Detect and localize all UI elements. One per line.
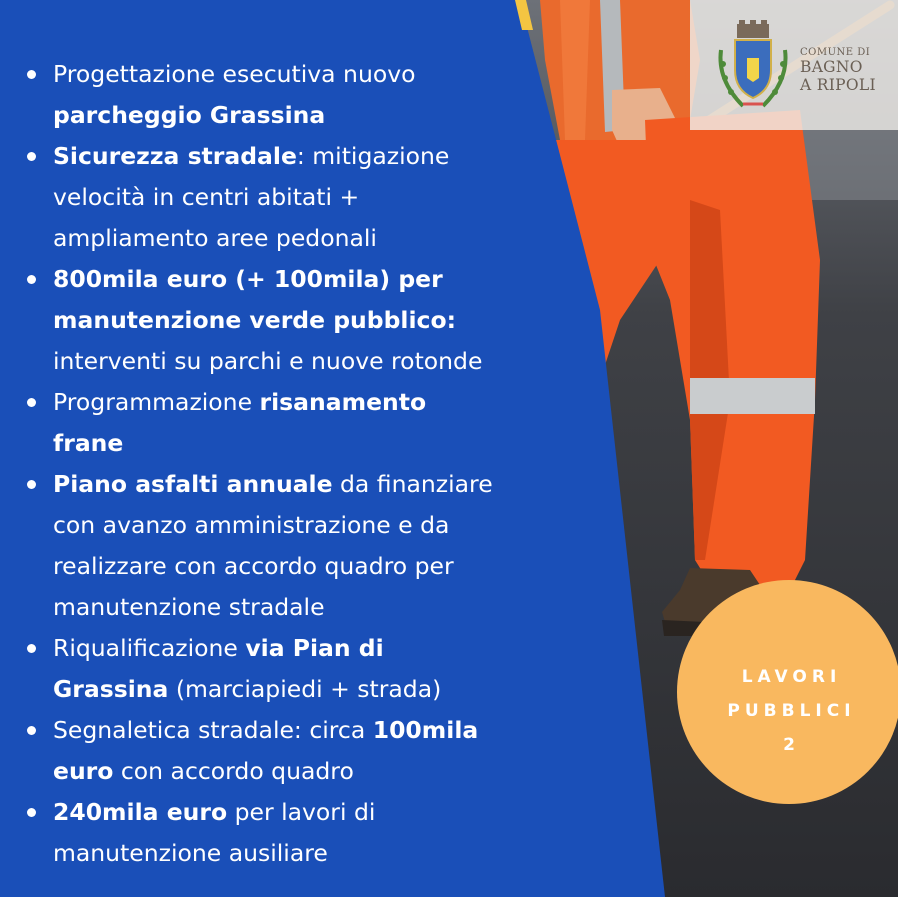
bullet-bold-text: 240mila euro: [53, 798, 228, 826]
bullet-text: manutenzione ausiliare: [53, 839, 328, 867]
logo-small-text: COMUNE DI: [800, 47, 871, 58]
bullet-bold-text: 100mila: [372, 716, 479, 744]
bullet-list: [24, 54, 564, 874]
badge-line-2: PUBBLICI: [727, 701, 856, 721]
bullet-bold-text: Sicurezza stradale: [53, 142, 297, 170]
bullet-item: [24, 464, 564, 628]
badge-line-3: 2: [783, 735, 800, 755]
bullet-text: (marciapiedi + strada): [168, 675, 442, 703]
bullet-item: [24, 136, 564, 259]
bullet-text: realizzare con accordo quadro per: [53, 552, 454, 580]
bullet-text: con accordo quadro: [113, 757, 354, 785]
bullet-bold-text: Piano asfalti annuale: [53, 470, 333, 498]
bullet-text: ampliamento aree pedonali: [53, 224, 377, 252]
bullet-bold-text: Grassina: [53, 675, 169, 703]
bullet-text: manutenzione stradale: [53, 593, 325, 621]
bullet-bold-text: 800mila euro (+ 100mila) per: [53, 265, 443, 293]
bullet-item: [24, 54, 564, 136]
bullet-item: [24, 710, 564, 792]
logo-wordmark: [800, 48, 876, 93]
logo-line-2: A RIPOLI: [800, 75, 876, 94]
bullet-text: Programmazione: [53, 388, 260, 416]
bullet-bold-text: via Pian di: [245, 634, 384, 662]
bullet-bold-text: parcheggio Grassina: [53, 101, 326, 129]
bullet-bold-text: euro: [53, 757, 114, 785]
bullet-text: : mitigazione: [296, 142, 450, 170]
bullet-text: con avanzo amministrazione e da: [53, 511, 450, 539]
bullet-text: Riqualificazione: [53, 634, 246, 662]
bullet-text: Progettazione esecutiva nuovo: [53, 60, 416, 88]
bullet-bold-text: manutenzione verde pubblico:: [53, 306, 456, 334]
bullet-item: [24, 628, 564, 710]
bullet-item: [24, 792, 564, 874]
coat-of-arms-icon: [713, 20, 793, 115]
bullet-text: Segnaletica stradale: circa: [53, 716, 373, 744]
bullet-text: interventi su parchi e nuove rotonde: [53, 347, 483, 375]
bullet-bold-text: frane: [53, 429, 124, 457]
bullet-item: [24, 382, 564, 464]
badge-label: [677, 660, 898, 762]
badge-line-1: LAVORI: [741, 667, 842, 687]
bullet-text: velocità in centri abitati +: [53, 183, 360, 211]
logo-line-1: BAGNO: [800, 58, 863, 76]
bullet-bold-text: risanamento: [259, 388, 427, 416]
bullet-text: per lavori di: [227, 798, 376, 826]
bullet-item: [24, 259, 564, 382]
bullet-text: da finanziare: [332, 470, 493, 498]
